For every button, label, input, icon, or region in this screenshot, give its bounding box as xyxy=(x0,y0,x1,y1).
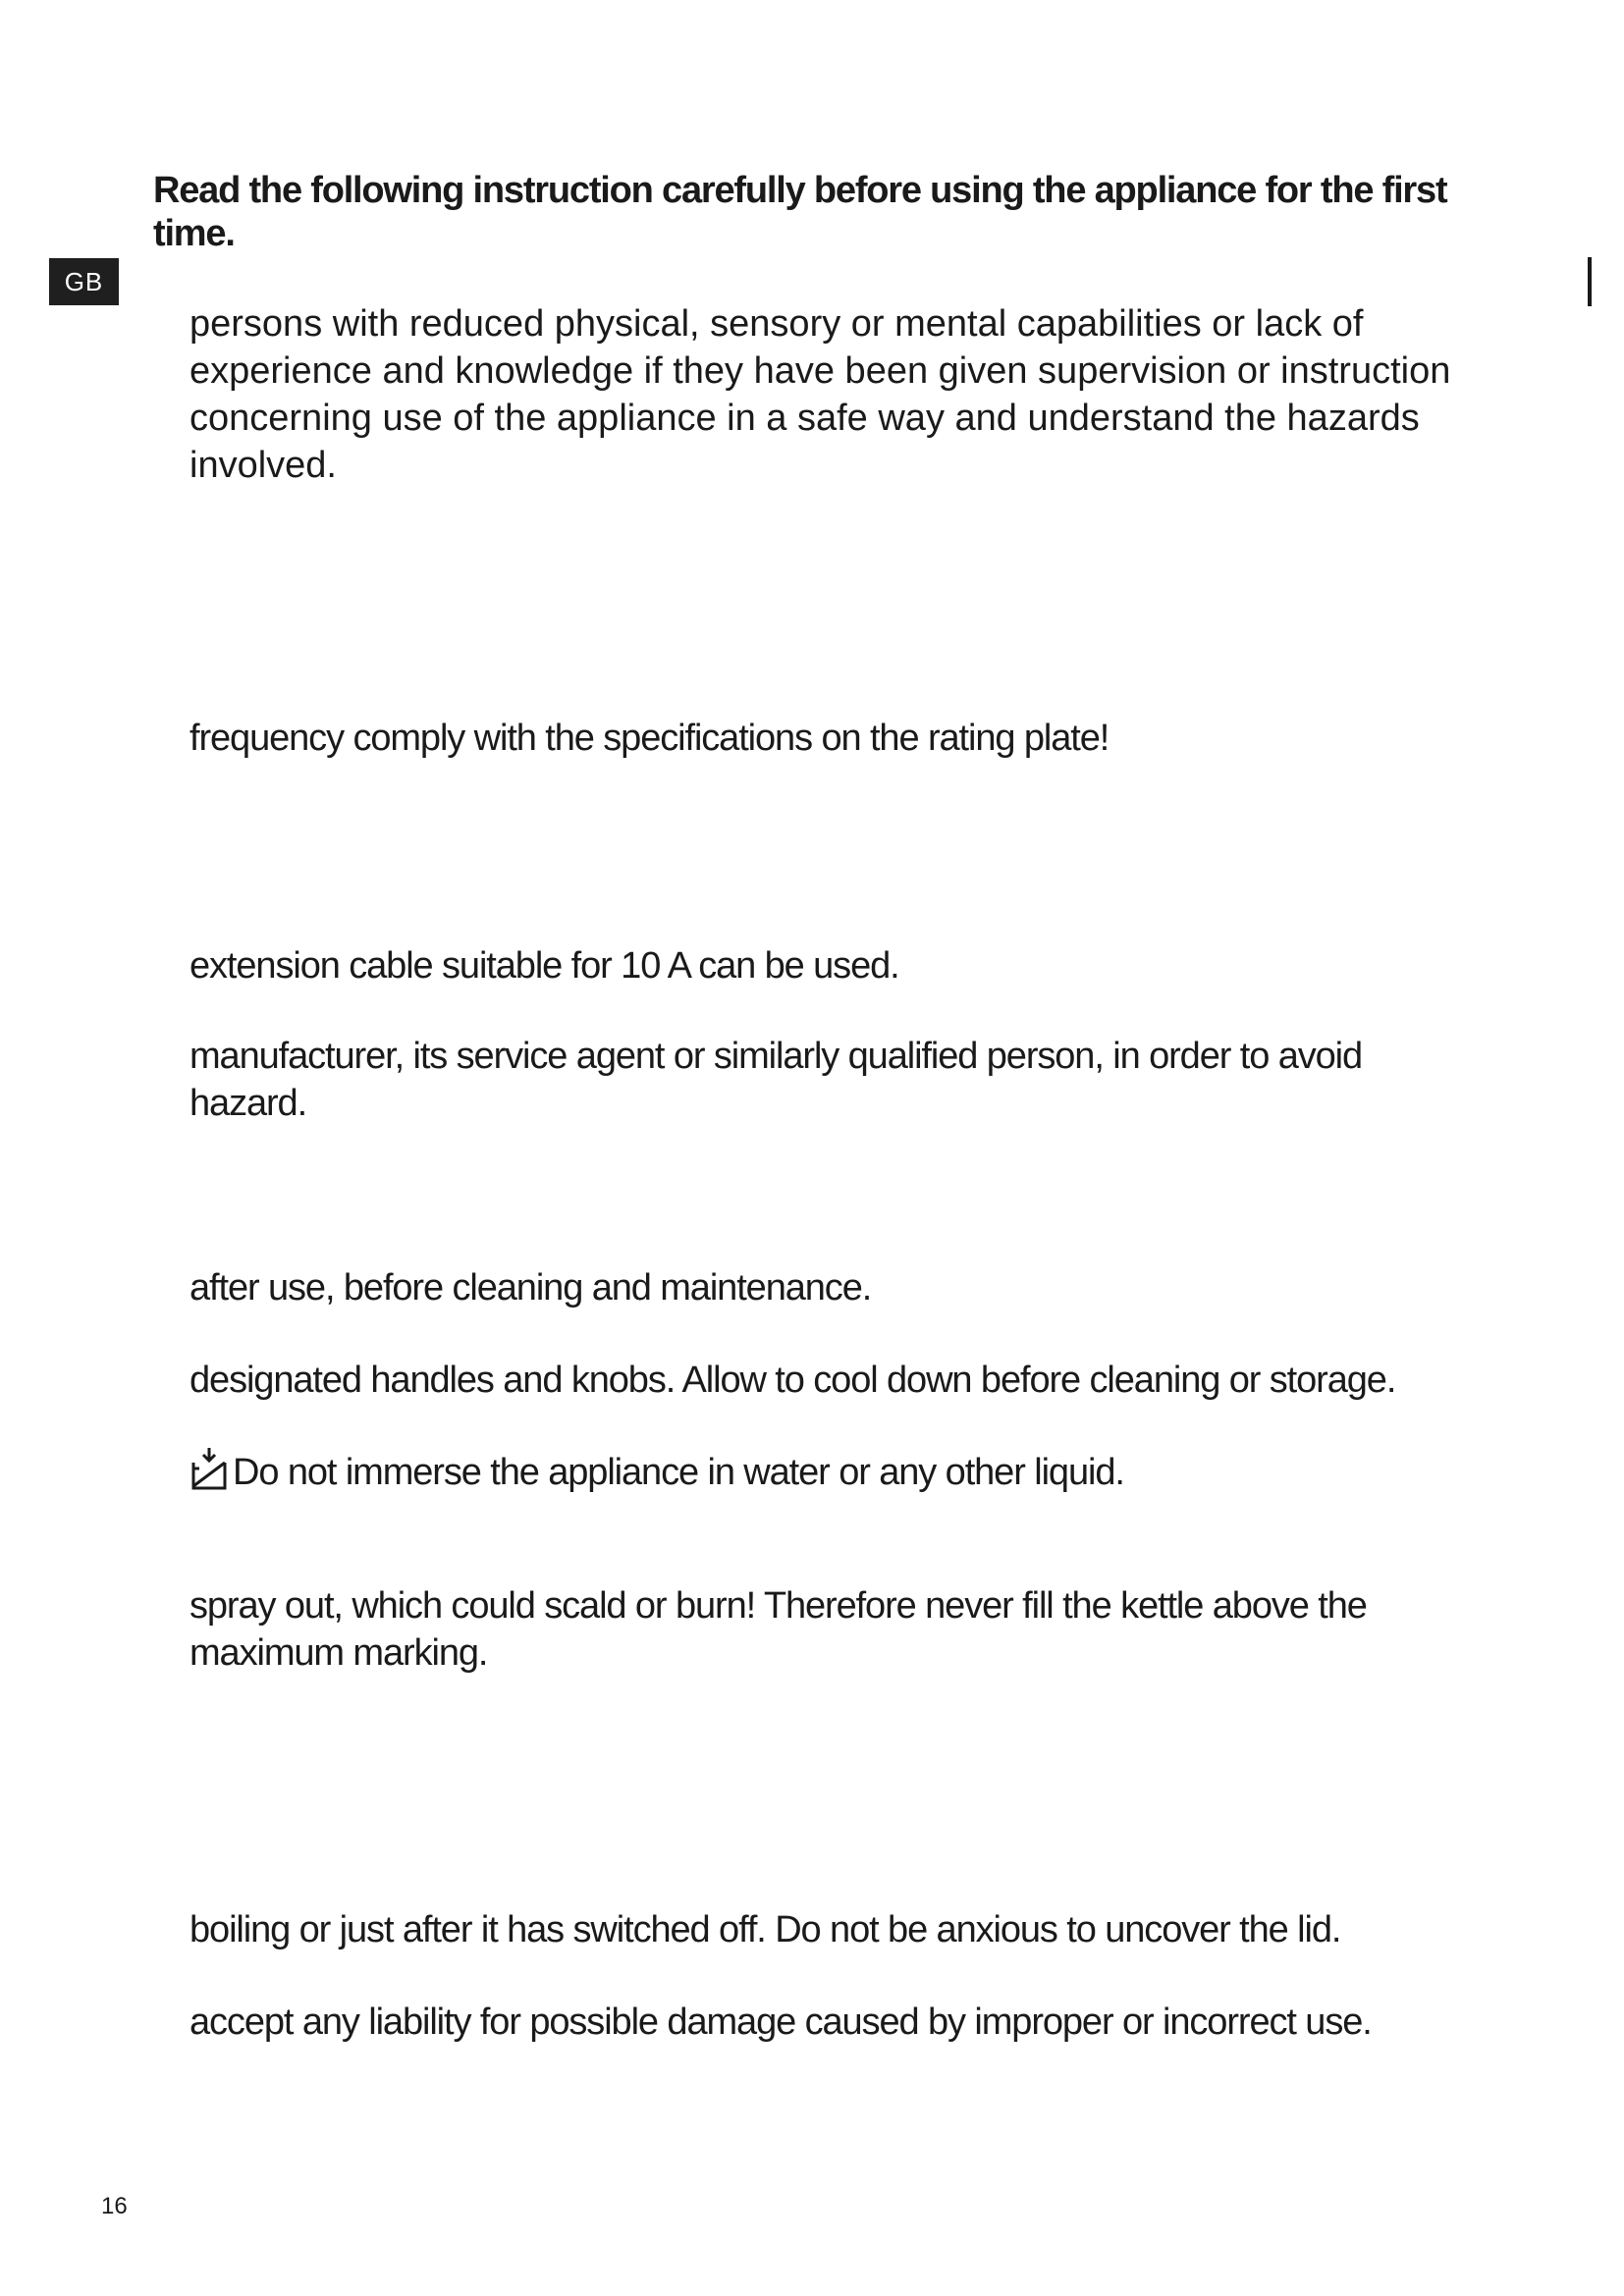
safety-paragraph-lid: boiling or just after it has switched off. Do not be anxious to uncover the lid. xyxy=(189,1909,1341,1950)
safety-paragraph-rating-plate: frequency comply with the specifications on the rating plate! xyxy=(189,718,1110,759)
immersion-warning-text: Do not immerse the appliance in water or any other liquid. xyxy=(233,1452,1124,1493)
safety-paragraph-handles: designated handles and knobs. Allow to cool down before cleaning or storage. xyxy=(189,1360,1396,1401)
page-heading: Read the following instruction carefully before using the appliance for the first time. xyxy=(153,170,1447,254)
safety-paragraph-max-fill: spray out, which could scald or burn! Therefore never fill the kettle above the maximum marking. xyxy=(189,1585,1367,1674)
safety-paragraph-liability: accept any liability for possible damage caused by improper or incorrect use. xyxy=(189,2002,1372,2043)
safety-paragraph-unplug: after use, before cleaning and maintenance. xyxy=(189,1267,872,1308)
margin-marker xyxy=(1588,257,1592,306)
safety-paragraph-supervision: persons with reduced physical, sensory or mental capabilities or lack of experience and knowledge if they have been given supervision or instruction concerning use of the appliance in a safe way and understand the hazards involved. xyxy=(189,303,1451,486)
page-number: 16 xyxy=(101,2193,128,2219)
safety-paragraph-extension-cable: extension cable suitable for 10 A can be used. xyxy=(189,945,899,987)
do-not-immerse-icon xyxy=(189,1447,229,1490)
safety-paragraph-immersion xyxy=(189,1447,1486,1496)
language-tab: GB xyxy=(49,258,119,305)
safety-paragraph-cord-replacement: manufacturer, its service agent or similarly qualified person, in order to avoid hazard. xyxy=(189,1036,1363,1124)
